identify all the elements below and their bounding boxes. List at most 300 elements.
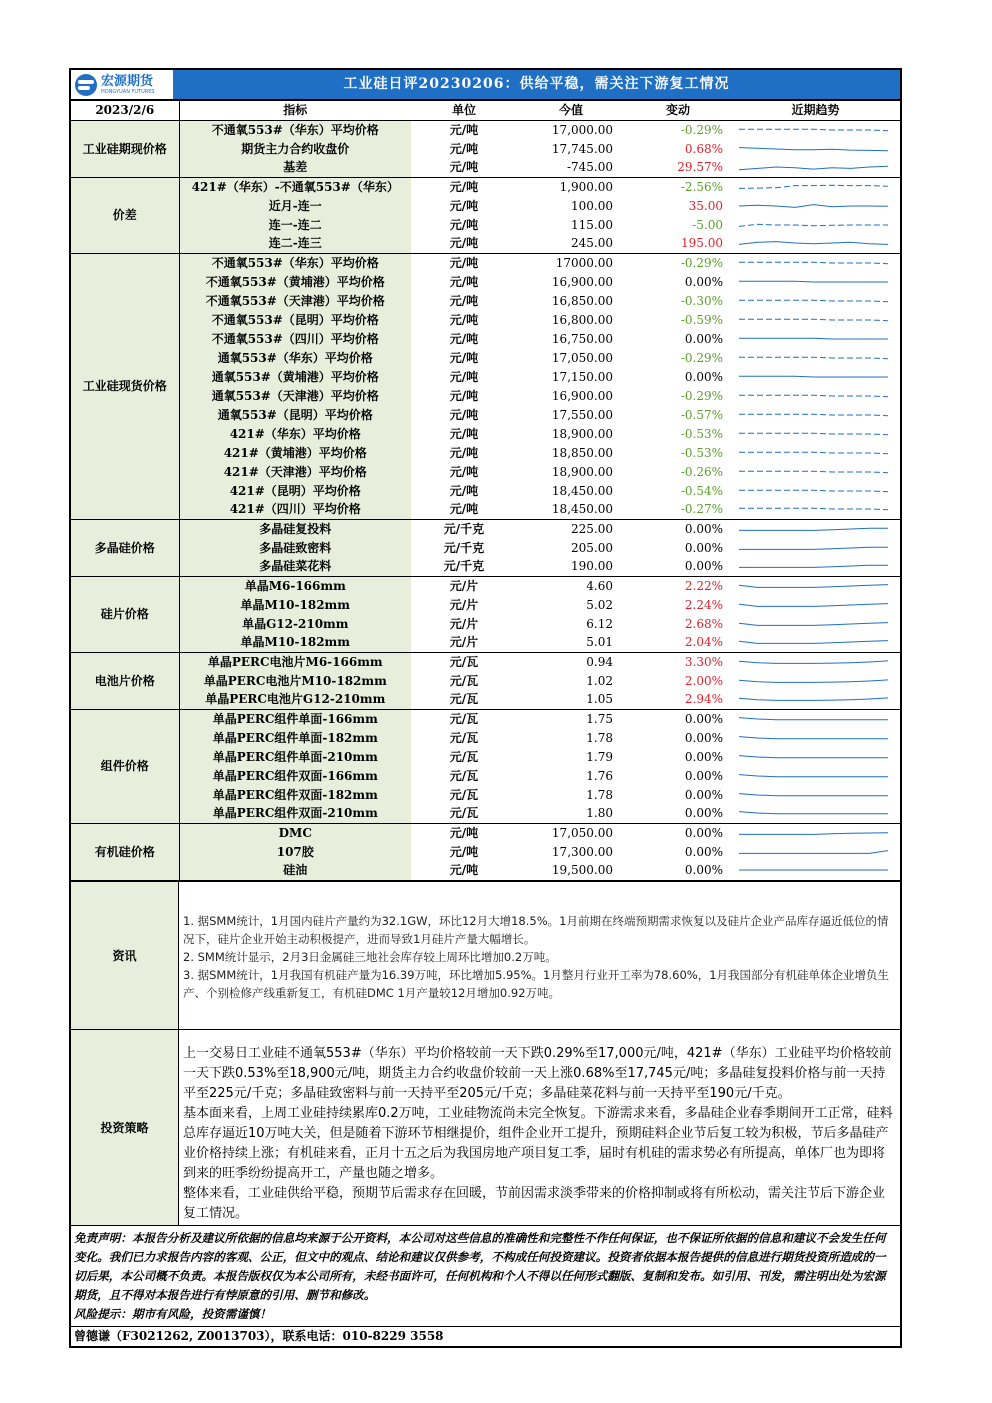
trend-sparkline <box>731 538 900 557</box>
table-row <box>71 709 900 728</box>
indicator-name: 通氧553#（昆明）平均价格 <box>179 405 411 424</box>
table-row <box>71 538 900 557</box>
table-row <box>71 519 900 538</box>
sparkline-svg <box>731 330 900 348</box>
change-cell: 35.00 <box>688 198 723 213</box>
table-row <box>71 671 900 690</box>
change-cell: -2.56% <box>680 179 723 194</box>
value-cell: 1.76 <box>586 768 613 783</box>
trend-sparkline <box>731 158 900 177</box>
value-cell: 16,850.00 <box>551 293 613 308</box>
trend-sparkline <box>731 215 900 234</box>
unit-cell: 元/吨 <box>449 369 479 384</box>
contact-info: 曾德谦（F3021262, Z0013703），联系电话：010-8229 3558 <box>71 1326 900 1346</box>
indicator-name: 期货主力合约收盘价 <box>179 139 411 158</box>
table-row <box>71 120 900 139</box>
col-value: 今值 <box>517 101 625 120</box>
sparkline-svg <box>731 292 900 310</box>
value-cell: 17,050.00 <box>551 825 613 840</box>
sparkline-svg <box>731 463 900 481</box>
change-cell: 0.00% <box>684 711 723 726</box>
unit-cell: 元/吨 <box>449 198 479 213</box>
change-cell: -0.53% <box>680 426 723 441</box>
sparkline-svg <box>731 861 900 879</box>
category-cell: 价差 <box>71 177 179 253</box>
sparkline-svg <box>731 804 900 822</box>
unit-cell: 元/片 <box>449 597 479 612</box>
trend-sparkline <box>731 728 900 747</box>
value-cell: 16,800.00 <box>551 312 613 327</box>
disclaimer-text: 免责声明：本报告分析及建议所依据的信息均来源于公开资料，本公司对这些信息的准确性和完整性不作任何保证，也不保证所依据的信息和建议不会发生任何变化。我们已力求报告内容的客观、公正，但文中的观点、结论和建议仅供参考，不构成任何投资建议。投资者依据本报告提供的信息进行期货投资所造成的一切后果，本公司概不负责。本报告版权仅为本公司所有，未经书面许可，任何机构和个人不得以任何形式翻版、复制和发布。如引用、刊发，需注明出处为宏源期货，且不得对本报告进行有悖原意的引用、删节和修改。 <box>74 1230 886 1302</box>
table-row <box>71 766 900 785</box>
unit-cell: 元/片 <box>411 633 517 652</box>
value-cell: 16,750.00 <box>551 331 613 346</box>
col-indicator: 指标 <box>179 101 411 120</box>
unit-cell: 元/瓦 <box>449 787 479 802</box>
trend-sparkline <box>731 443 900 462</box>
indicator-name: 421#（天津港）平均价格 <box>179 462 411 481</box>
news-label: 资讯 <box>71 882 179 1029</box>
sparkline-svg <box>731 349 900 367</box>
unit-cell: 元/瓦 <box>449 768 479 783</box>
table-row <box>71 348 900 367</box>
unit-cell: 元/吨 <box>449 217 479 232</box>
value-cell: 5.01 <box>517 633 625 652</box>
table-row <box>71 633 900 652</box>
unit-cell: 元/千克 <box>411 557 517 576</box>
trend-sparkline <box>731 310 900 329</box>
table-row <box>71 728 900 747</box>
indicator-name: 单晶PERC电池片M6-166mm <box>179 652 411 671</box>
sparkline-svg <box>731 539 900 557</box>
change-cell: 0.00% <box>625 557 731 576</box>
strategy-paragraph: 整体来看，工业硅供给平稳，预期节后需求存在回暖，节前因需求淡季带来的价格抑制或将有所松动，需关注节后下游企业复工情况。 <box>183 1185 886 1221</box>
indicator-name: 单晶PERC电池片G12-210mm <box>179 690 411 709</box>
news-body <box>179 882 900 1029</box>
change-cell: 2.68% <box>684 616 723 631</box>
logo-name-en: HONGYUAN FUTURES <box>101 88 155 95</box>
price-table <box>71 101 900 881</box>
change-cell: -0.59% <box>680 312 723 327</box>
unit-cell: 元/吨 <box>449 426 479 441</box>
trend-sparkline <box>731 291 900 310</box>
value-cell: 17,050.00 <box>551 350 613 365</box>
change-cell: -0.30% <box>680 293 723 308</box>
table-row <box>71 481 900 500</box>
change-cell: -0.29% <box>680 388 723 403</box>
unit-cell: 元/吨 <box>449 312 479 327</box>
indicator-name: 通氧553#（华东）平均价格 <box>179 348 411 367</box>
indicator-name: 不通氧553#（华东）平均价格 <box>179 120 411 139</box>
unit-cell: 元/吨 <box>449 122 479 137</box>
trend-sparkline <box>731 196 900 215</box>
unit-cell: 元/瓦 <box>449 711 479 726</box>
indicator-name: 421#（华东）平均价格 <box>179 424 411 443</box>
unit-cell: 元/吨 <box>411 158 517 177</box>
change-cell: 3.30% <box>684 654 723 669</box>
value-cell: 1.75 <box>586 711 613 726</box>
trend-sparkline <box>731 424 900 443</box>
news-item: 1. 据SMM统计，1月国内硅片产量约为32.1GW，环比12月大增18.5%。1月前期在终端预期需求恢复以及硅片企业产品库存逼近低位的情况下，硅片企业开始主动积极提产，进而导致1月硅片产量大幅增长。 <box>183 913 889 946</box>
change-cell: 0.68% <box>684 141 723 156</box>
table-row <box>71 234 900 253</box>
sparkline-svg <box>731 615 900 633</box>
value-cell: 17,000.00 <box>551 122 613 137</box>
sparkline-svg <box>731 158 900 176</box>
indicator-name: 通氧553#（黄埔港）平均价格 <box>179 367 411 386</box>
table-row <box>71 196 900 215</box>
indicator-name: 单晶M10-182mm <box>179 633 411 652</box>
change-cell: -0.54% <box>680 483 723 498</box>
sparkline-svg <box>731 387 900 405</box>
change-cell: 0.00% <box>684 540 723 555</box>
table-row <box>71 272 900 291</box>
change-cell: 0.00% <box>684 521 723 536</box>
indicator-name: 107胶 <box>179 842 411 861</box>
sparkline-svg <box>731 216 900 234</box>
unit-cell: 元/吨 <box>449 844 479 859</box>
indicator-name: 近月-连一 <box>179 196 411 215</box>
sparkline-svg <box>731 368 900 386</box>
change-cell: 0.00% <box>684 331 723 346</box>
table-row <box>71 310 900 329</box>
sparkline-svg <box>731 482 900 500</box>
change-cell: 0.00% <box>684 768 723 783</box>
value-cell: 18,450.00 <box>551 483 613 498</box>
value-cell: 1.05 <box>517 690 625 709</box>
unit-cell: 元/片 <box>449 578 479 593</box>
trend-sparkline <box>731 272 900 291</box>
value-cell: 190.00 <box>517 557 625 576</box>
sparkline-svg <box>731 843 900 861</box>
table-row <box>71 861 900 880</box>
trend-sparkline <box>731 633 900 652</box>
change-cell: 0.00% <box>684 730 723 745</box>
value-cell: 1,900.00 <box>559 179 613 194</box>
indicator-name: 421#（四川）平均价格 <box>179 500 411 519</box>
trend-sparkline <box>731 120 900 139</box>
category-cell: 组件价格 <box>71 709 179 823</box>
table-row <box>71 329 900 348</box>
sparkline-svg <box>731 767 900 785</box>
trend-sparkline <box>731 462 900 481</box>
trend-sparkline <box>731 519 900 538</box>
value-cell: 17,550.00 <box>551 407 613 422</box>
unit-cell: 元/吨 <box>449 350 479 365</box>
news-section <box>71 881 900 1029</box>
table-row <box>71 291 900 310</box>
unit-cell: 元/瓦 <box>449 654 479 669</box>
value-cell: 205.00 <box>571 540 613 555</box>
indicator-name: 不通氧553#（四川）平均价格 <box>179 329 411 348</box>
logo-name-cn: 宏源期货 <box>101 73 154 89</box>
trend-sparkline <box>731 804 900 823</box>
change-cell: 0.00% <box>684 787 723 802</box>
trend-sparkline <box>731 690 900 709</box>
value-cell: 1.02 <box>586 673 613 688</box>
table-row <box>71 215 900 234</box>
indicator-name: 不通氧553#（黄埔港）平均价格 <box>179 272 411 291</box>
sparkline-svg <box>731 425 900 443</box>
table-row <box>71 557 900 576</box>
trend-sparkline <box>731 367 900 386</box>
value-cell: 17,150.00 <box>551 369 613 384</box>
change-cell: 2.22% <box>684 578 723 593</box>
indicator-name: 硅油 <box>179 861 411 880</box>
sparkline-svg <box>731 140 900 158</box>
report-title: 工业硅日评20230206：供给平稳，需关注下游复工情况 <box>343 76 730 92</box>
category-cell: 多晶硅价格 <box>71 519 179 576</box>
indicator-name: 多晶硅致密料 <box>179 538 411 557</box>
value-cell: 17000.00 <box>555 255 613 270</box>
value-cell: 18,450.00 <box>517 500 625 519</box>
indicator-name: 单晶PERC组件单面-182mm <box>179 728 411 747</box>
indicator-name: 通氧553#（天津港）平均价格 <box>179 386 411 405</box>
value-cell: 17,300.00 <box>551 844 613 859</box>
unit-cell: 元/千克 <box>443 540 485 555</box>
unit-cell: 元/吨 <box>449 388 479 403</box>
unit-cell: 元/吨 <box>449 255 479 270</box>
sparkline-svg <box>731 633 900 651</box>
change-cell: -0.27% <box>625 500 731 519</box>
trend-sparkline <box>731 785 900 804</box>
table-row <box>71 823 900 842</box>
value-cell: 17,745.00 <box>551 141 613 156</box>
indicator-name: 421#（黄埔港）平均价格 <box>179 443 411 462</box>
value-cell: 18,900.00 <box>551 426 613 441</box>
change-cell: 0.00% <box>684 825 723 840</box>
table-row <box>71 747 900 766</box>
trend-sparkline <box>731 405 900 424</box>
trend-sparkline <box>731 842 900 861</box>
value-cell: 245.00 <box>517 234 625 253</box>
indicator-name: 不通氧553#（天津港）平均价格 <box>179 291 411 310</box>
indicator-name: 单晶PERC组件单面-210mm <box>179 747 411 766</box>
trend-sparkline <box>731 652 900 671</box>
value-cell: 1.80 <box>517 804 625 823</box>
trend-sparkline <box>731 253 900 272</box>
table-row <box>71 139 900 158</box>
trend-sparkline <box>731 139 900 158</box>
unit-cell: 元/吨 <box>449 331 479 346</box>
value-cell: -745.00 <box>517 158 625 177</box>
logo-icon <box>75 74 97 96</box>
change-cell: 2.00% <box>684 673 723 688</box>
table-row <box>71 500 900 519</box>
change-cell: -0.29% <box>680 350 723 365</box>
trend-sparkline <box>731 823 900 842</box>
table-row <box>71 614 900 633</box>
value-cell: 1.78 <box>586 787 613 802</box>
sparkline-svg <box>731 653 900 671</box>
indicator-name: 单晶G12-210mm <box>179 614 411 633</box>
change-cell: 0.00% <box>625 861 731 880</box>
col-change: 变动 <box>625 101 731 120</box>
sparkline-svg <box>731 729 900 747</box>
sparkline-svg <box>731 672 900 690</box>
unit-cell: 元/吨 <box>449 825 479 840</box>
change-cell: 29.57% <box>625 158 731 177</box>
unit-cell: 元/吨 <box>449 407 479 422</box>
unit-cell: 元/吨 <box>449 141 479 156</box>
company-logo <box>71 70 173 99</box>
sparkline-svg <box>731 786 900 804</box>
indicator-name: 基差 <box>179 158 411 177</box>
value-cell: 18,900.00 <box>551 464 613 479</box>
unit-cell: 元/瓦 <box>449 730 479 745</box>
news-item: 3. 据SMM统计，1月我国有机硅产量为16.39万吨，环比增加5.95%。1月整月行业开工率为78.60%，1月我国部分有机硅单体企业增负生产、个别检修产线重新复工，有机硅DMC 1月产量较12月增加0.92万吨。 <box>183 967 890 1000</box>
indicator-name: 单晶PERC组件单面-166mm <box>179 709 411 728</box>
table-row <box>71 367 900 386</box>
unit-cell: 元/吨 <box>411 500 517 519</box>
category-cell: 硅片价格 <box>71 576 179 652</box>
indicator-name: 421#（昆明）平均价格 <box>179 481 411 500</box>
table-header-row <box>71 101 900 120</box>
trend-sparkline <box>731 747 900 766</box>
value-cell: 4.60 <box>586 578 613 593</box>
disclaimer <box>71 1225 900 1326</box>
sparkline-svg <box>731 500 900 518</box>
sparkline-svg <box>731 577 900 595</box>
sparkline-svg <box>731 710 900 728</box>
value-cell: 115.00 <box>571 217 613 232</box>
value-cell: 100.00 <box>571 198 613 213</box>
unit-cell: 元/吨 <box>411 861 517 880</box>
table-row <box>71 652 900 671</box>
change-cell: -0.26% <box>680 464 723 479</box>
unit-cell: 元/吨 <box>449 464 479 479</box>
value-cell: 16,900.00 <box>551 274 613 289</box>
unit-cell: 元/吨 <box>449 293 479 308</box>
table-row <box>71 253 900 272</box>
trend-sparkline <box>731 595 900 614</box>
change-cell: -0.29% <box>680 122 723 137</box>
indicator-name: 单晶M10-182mm <box>179 595 411 614</box>
sparkline-svg <box>731 557 900 575</box>
table-row <box>71 405 900 424</box>
sparkline-svg <box>731 121 900 139</box>
indicator-name: 连二-连三 <box>179 234 411 253</box>
change-cell: 0.00% <box>684 749 723 764</box>
unit-cell: 元/吨 <box>449 179 479 194</box>
indicator-name: 不通氧553#（华东）平均价格 <box>179 253 411 272</box>
value-cell: 19,500.00 <box>517 861 625 880</box>
category-cell: 有机硅价格 <box>71 823 179 880</box>
sparkline-svg <box>731 178 900 196</box>
sparkline-svg <box>731 234 900 252</box>
change-cell: 0.00% <box>625 804 731 823</box>
indicator-name: 不通氧553#（昆明）平均价格 <box>179 310 411 329</box>
sparkline-svg <box>731 690 900 708</box>
trend-sparkline <box>731 576 900 595</box>
trend-sparkline <box>731 671 900 690</box>
indicator-name: 多晶硅复投料 <box>179 519 411 538</box>
table-row <box>71 158 900 177</box>
change-cell: -0.29% <box>680 255 723 270</box>
sparkline-svg <box>731 197 900 215</box>
category-cell: 电池片价格 <box>71 652 179 709</box>
table-row <box>71 595 900 614</box>
trend-sparkline <box>731 348 900 367</box>
trend-sparkline <box>731 177 900 196</box>
report-header <box>71 70 900 101</box>
table-row <box>71 424 900 443</box>
trend-sparkline <box>731 861 900 880</box>
col-trend: 近期趋势 <box>731 101 900 120</box>
indicator-name: 单晶PERC组件双面-182mm <box>179 785 411 804</box>
trend-sparkline <box>731 386 900 405</box>
change-cell: -5.00 <box>692 217 723 232</box>
unit-cell: 元/千克 <box>443 521 485 536</box>
unit-cell: 元/瓦 <box>449 673 479 688</box>
unit-cell: 元/吨 <box>411 234 517 253</box>
value-cell: 16,900.00 <box>551 388 613 403</box>
report-date: 2023/2/6 <box>71 101 179 120</box>
sparkline-svg <box>731 444 900 462</box>
sparkline-svg <box>731 748 900 766</box>
indicator-name: 单晶PERC组件双面-210mm <box>179 804 411 823</box>
report-sheet <box>69 68 902 1348</box>
indicator-name: 连一-连二 <box>179 215 411 234</box>
strategy-paragraph: 基本面来看，上周工业硅持续累库0.2万吨，工业硅物流尚未完全恢复。下游需求来看，多晶硅企业春季期间开工正常，硅料总库存逼近10万吨大关，但是随着下游环节相继提价，组件企业开工提升，预期硅料企业节后复工较为积极，节后多晶硅产业价格持续上涨；有机硅来看，正月十五之后为我国房地产项目复工季，届时有机硅的需求势必有所提高，单体厂也为即将到来的旺季纷纷提高开工，产量也随之增多。 <box>183 1105 893 1181</box>
value-cell: 6.12 <box>586 616 613 631</box>
change-cell: 0.00% <box>684 844 723 859</box>
table-row <box>71 462 900 481</box>
change-cell: -0.57% <box>680 407 723 422</box>
change-cell: 2.04% <box>625 633 731 652</box>
trend-sparkline <box>731 500 900 519</box>
value-cell: 18,850.00 <box>551 445 613 460</box>
change-cell: 195.00 <box>625 234 731 253</box>
sparkline-svg <box>731 824 900 842</box>
unit-cell: 元/片 <box>449 616 479 631</box>
trend-sparkline <box>731 557 900 576</box>
unit-cell: 元/吨 <box>449 274 479 289</box>
value-cell: 1.79 <box>586 749 613 764</box>
table-row <box>71 785 900 804</box>
trend-sparkline <box>731 709 900 728</box>
indicator-name: 单晶M6-166mm <box>179 576 411 595</box>
change-cell: 2.94% <box>625 690 731 709</box>
sparkline-svg <box>731 311 900 329</box>
value-cell: 0.94 <box>586 654 613 669</box>
news-item: 2. SMM统计显示，2月3日金属硅三地社会库存较上周环比增加0.2万吨。 <box>183 949 557 964</box>
col-unit: 单位 <box>411 101 517 120</box>
indicator-name: 单晶PERC组件双面-166mm <box>179 766 411 785</box>
unit-cell: 元/吨 <box>449 445 479 460</box>
sparkline-svg <box>731 520 900 538</box>
strategy-body <box>179 1030 900 1225</box>
sparkline-svg <box>731 254 900 272</box>
category-cell: 工业硅现货价格 <box>71 253 179 519</box>
trend-sparkline <box>731 329 900 348</box>
table-row <box>71 386 900 405</box>
trend-sparkline <box>731 481 900 500</box>
sparkline-svg <box>731 273 900 291</box>
strategy-label: 投资策略 <box>71 1030 179 1225</box>
table-row <box>71 443 900 462</box>
value-cell: 225.00 <box>571 521 613 536</box>
indicator-name: 多晶硅菜花料 <box>179 557 411 576</box>
trend-sparkline <box>731 234 900 253</box>
change-cell: 0.00% <box>684 369 723 384</box>
table-row <box>71 842 900 861</box>
table-row <box>71 576 900 595</box>
indicator-name: 单晶PERC电池片M10-182mm <box>179 671 411 690</box>
table-row <box>71 177 900 196</box>
unit-cell: 元/吨 <box>449 483 479 498</box>
value-cell: 5.02 <box>586 597 613 612</box>
